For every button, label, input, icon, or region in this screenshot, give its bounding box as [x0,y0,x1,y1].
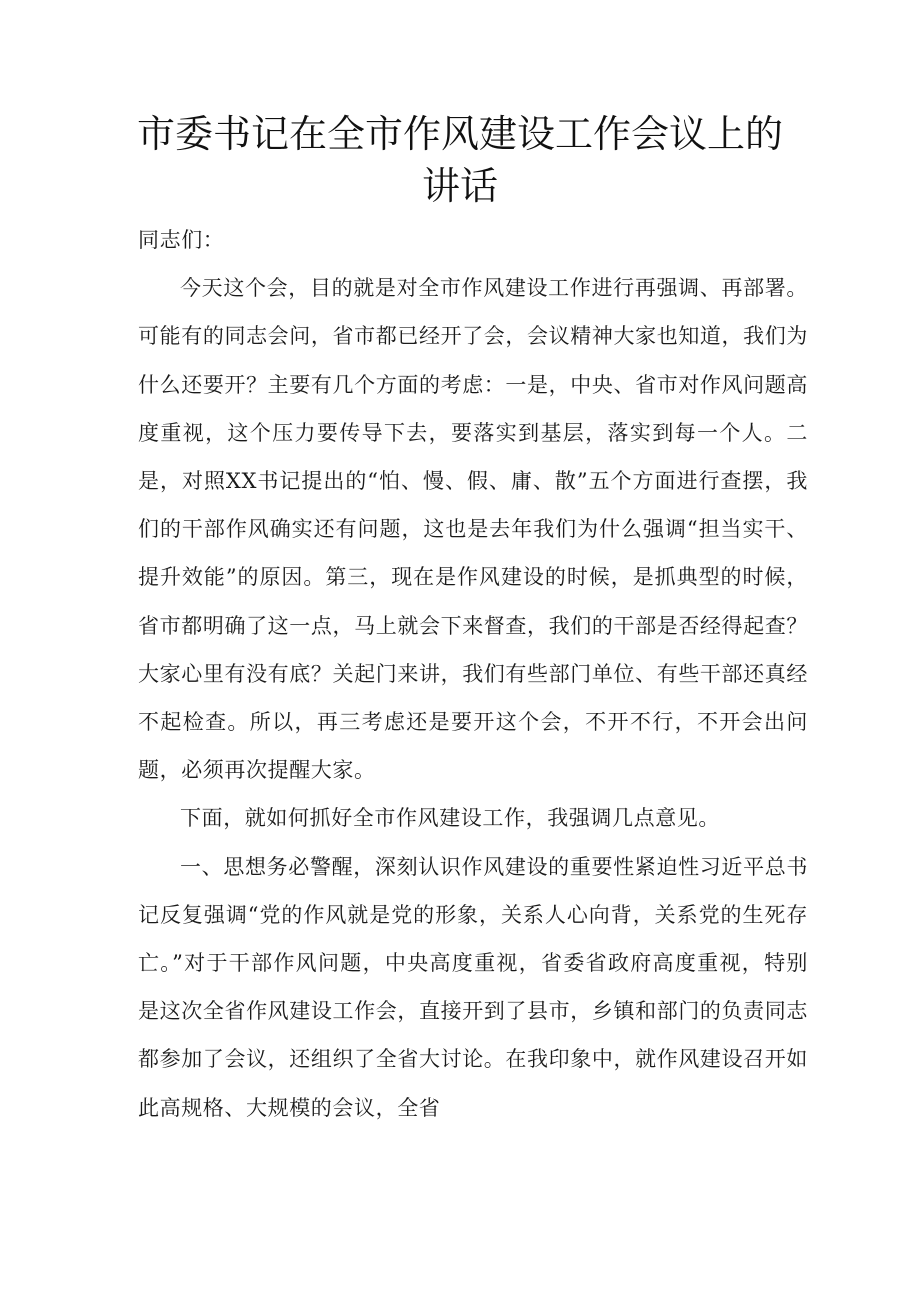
paragraph-2: 下面，就如何抓好全市作风建设工作，我强调几点意见。 [180,806,720,831]
document-body [138,216,808,1132]
title-line-2: 讲话 [421,164,498,208]
document-title [120,108,800,212]
salutation: 同志们： [138,228,225,252]
paragraph-1: 今天这个会，目的就是对全市作风建设工作进行再强调、再部署。可能有的同志会问，省市都已经开了会，会议精神大家也知道，我们为什么还要开？主要有几个方面的考虑：一是，中央、省市对作风问题高度重视，这个压力要传导下去，要落实到基层，落实到每一个人。二是，对照XX书记提出的“怕、慢、假、庸、散”五个方面进行查摆，我们的干部作风确实还有问题，这也是去年我们为什么强调“担当实干、提升效能”的原因。第三，现在是作风建设的时候，是抓典型的时候，省市都明确了这一点，马上就会下来督查，我们的干部是否经得起查？大家心里有没有底？关起门来讲，我们有些部门单位、有些干部还真经不起检查。所以，再三考虑还是要开这个会，不开不行，不开会出问题，必须再次提醒大家。 [138,276,808,783]
paragraph-3: 一、思想务必警醒，深刻认识作风建设的重要性紧迫性习近平总书记反复强调“党的作风就是党的形象，关系人心向背，关系党的生死存亡。”对于干部作风问题，中央高度重视，省委省政府高度重视，特别是这次全省作风建设工作会，直接开到了县市，乡镇和部门的负责同志都参加了会议，还组织了全省大讨论。在我印象中，就作风建设召开如此高规格、大规模的会议，全省 [138,854,808,1120]
title-line-1: 市委书记在全市作风建设工作会议上的 [136,112,783,156]
